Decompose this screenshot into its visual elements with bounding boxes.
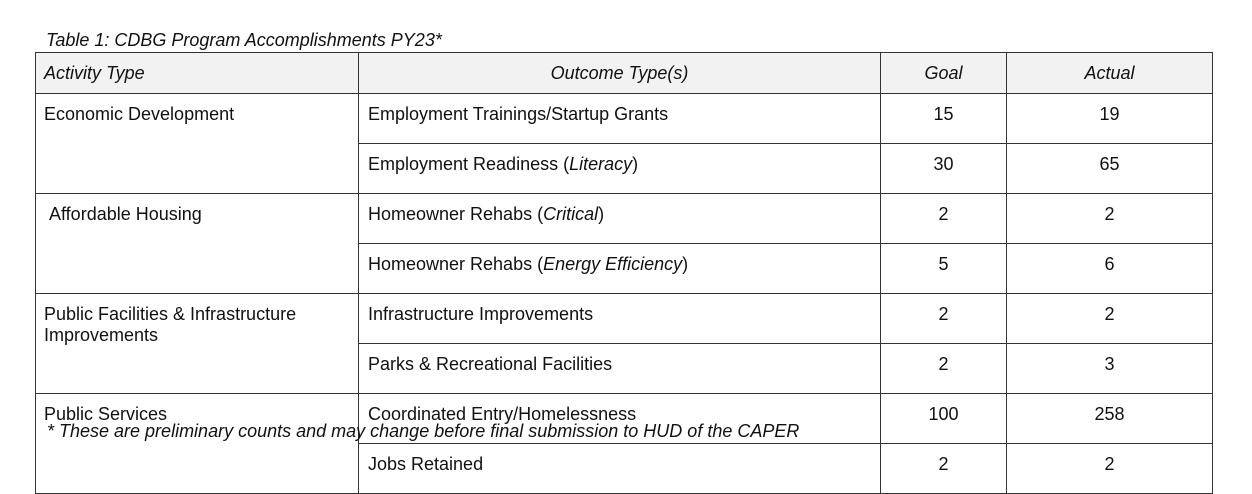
actual-cell: 2 — [1007, 194, 1213, 244]
actual-cell: 258 — [1007, 394, 1213, 444]
outcome-qualifier: Critical — [543, 204, 599, 224]
goal-cell: 2 — [881, 194, 1007, 244]
table-row — [36, 294, 1213, 344]
outcome-qualifier: Literacy — [569, 154, 633, 174]
outcome-text: Homeowner Rehabs ( — [368, 204, 544, 224]
goal-cell: 2 — [881, 344, 1007, 394]
outcome-cell — [359, 144, 881, 194]
outcome-text: Employment Readiness ( — [368, 154, 570, 174]
table-caption: Table 1: CDBG Program Accomplishments PY23* — [46, 30, 442, 50]
outcome-text: Jobs Retained — [368, 454, 484, 474]
activity-type-cell: Public Facilities & Infrastructure Improvements — [36, 294, 359, 394]
header-goal: Goal — [881, 53, 1007, 94]
goal-cell: 30 — [881, 144, 1007, 194]
outcome-text: Coordinated Entry/Homelessness — [368, 404, 637, 424]
actual-cell: 6 — [1007, 244, 1213, 294]
outcome-cell — [359, 294, 881, 344]
outcome-suffix: ) — [682, 254, 689, 274]
outcome-cell — [359, 194, 881, 244]
outcome-text: Employment Trainings/Startup Grants — [368, 104, 669, 124]
header-actual: Actual — [1007, 53, 1213, 94]
actual-cell: 3 — [1007, 344, 1213, 394]
table-row — [36, 94, 1213, 144]
goal-cell: 2 — [881, 444, 1007, 494]
goal-cell: 100 — [881, 394, 1007, 444]
outcome-text: Parks & Recreational Facilities — [368, 354, 613, 374]
outcome-text: Homeowner Rehabs ( — [368, 254, 544, 274]
outcome-qualifier: Energy Efficiency — [543, 254, 683, 274]
header-outcome-types: Outcome Type(s) — [359, 53, 881, 94]
table-row — [36, 194, 1213, 244]
actual-cell: 2 — [1007, 294, 1213, 344]
header-activity-type: Activity Type — [36, 53, 359, 94]
activity-type-cell: Economic Development — [36, 94, 359, 194]
outcome-cell — [359, 94, 881, 144]
actual-cell: 2 — [1007, 444, 1213, 494]
actual-cell: 65 — [1007, 144, 1213, 194]
outcome-text: Infrastructure Improvements — [368, 304, 594, 324]
outcome-suffix: ) — [598, 204, 605, 224]
activity-type-cell: Public Services — [36, 394, 359, 494]
goal-cell: 15 — [881, 94, 1007, 144]
table-header-row — [36, 53, 1213, 94]
table-footnote: * These are preliminary counts and may change before final submission to HUD of the CAPER — [47, 421, 800, 441]
goal-cell: 5 — [881, 244, 1007, 294]
outcome-cell — [359, 444, 881, 494]
goal-cell: 2 — [881, 294, 1007, 344]
outcome-cell — [359, 244, 881, 294]
outcome-suffix: ) — [632, 154, 639, 174]
actual-cell: 19 — [1007, 94, 1213, 144]
outcome-cell — [359, 344, 881, 394]
activity-type-cell: Affordable Housing — [36, 194, 359, 294]
